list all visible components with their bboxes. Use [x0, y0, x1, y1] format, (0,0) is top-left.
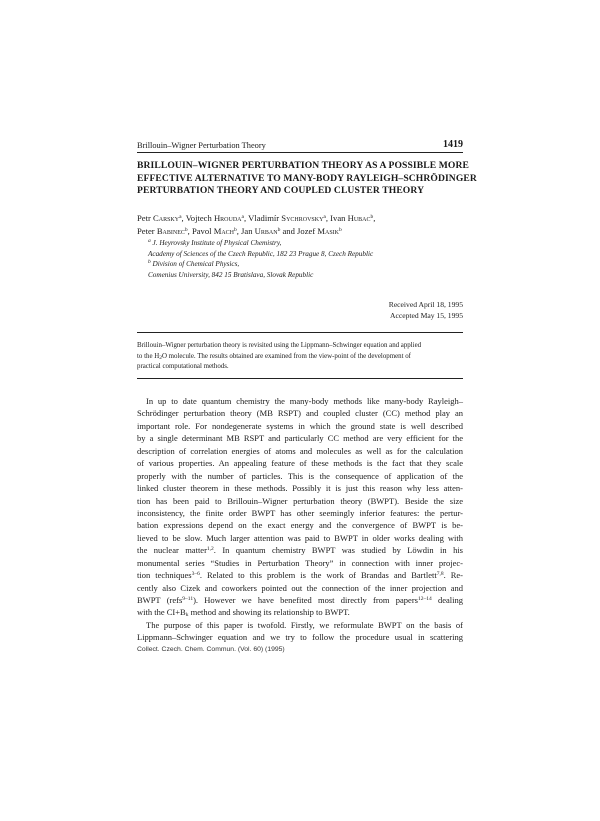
affiliation-marker: b	[234, 226, 237, 233]
body-text-run: ). However we have benefited most directly from papers	[193, 595, 418, 605]
citation-ref: 9–11	[182, 596, 194, 602]
abstract-line	[137, 352, 463, 363]
body-line: inconsistency, the finite order BWPT has other seemingly inferior features: the pertur-	[137, 507, 463, 518]
body-line: cently also Cizek and coworkers pointed out the connection of the inner projection and	[137, 582, 463, 593]
body-text-run: BWPT (refs	[137, 595, 183, 605]
paper-title-line: EFFECTIVE ALTERNATIVE TO MANY-BODY RAYLEIGH–SCHRÖDINGER	[137, 172, 477, 184]
affiliation-marker: a	[241, 214, 244, 220]
body-line	[137, 544, 463, 556]
body-text-run: the nuclear matter	[137, 545, 207, 556]
page-number: 1419	[443, 139, 463, 150]
author-line: Petr Carsky$^a$, Vojtech Hrouda$^a$, Vladimír Sychrovsky$^a$, Ivan Hubac$^b$,	[137, 213, 376, 223]
body-line: important role. For nondegenerate systems in which the ground state is well described	[137, 420, 463, 431]
abstract-line: practical computational methods.	[137, 363, 229, 371]
citation-ref: 7,8	[436, 571, 444, 578]
author-first-name: Pavol	[191, 225, 212, 236]
header-rule	[137, 152, 463, 153]
body-line: In up to date quantum chemistry the many-body methods like many-body Rayleigh–	[146, 396, 463, 406]
journal-citation-footer: Collect. Czech. Chem. Commun. (Vol. 60) (1995)	[137, 646, 285, 653]
author-first-name: Jan	[241, 225, 253, 236]
abstract	[137, 341, 463, 373]
affiliation-marker: a	[179, 214, 182, 220]
body-text-run: . Re-	[443, 570, 464, 581]
paper-title	[137, 160, 477, 198]
subscript: 2	[159, 354, 162, 361]
body-line: linked cluster theorem in these methods. Possibly it is just this reason why less atten-	[137, 483, 463, 494]
body-text-run: tion techniques	[137, 570, 192, 581]
body-line: monumental series “Studies in Perturbation Theory” in connection with inner projec-	[137, 557, 463, 568]
body-line	[137, 569, 463, 581]
body-line: of various properties. An appealing feature of these methods is the fact that they scale	[137, 458, 463, 469]
author-first-name: Jozef	[297, 225, 316, 236]
author-list	[137, 212, 467, 237]
body-text-run: method and showing its relationship to BWPT.	[188, 607, 350, 618]
affiliation-marker: b	[370, 214, 374, 220]
author-last-name: Hubac	[347, 213, 371, 223]
citation-ref: 1,2	[206, 546, 214, 553]
author-last-name: Sychrovsky	[281, 213, 324, 223]
author-last-name: Babinec	[156, 225, 185, 236]
abstract-top-rule	[137, 332, 463, 333]
paper-title-line: BRILLOUIN–WIGNER PERTURBATION THEORY AS A POSSIBLE MORE	[137, 160, 469, 171]
author-line: Peter Babinec$^b$, Pavol Mach$^b$, Jan Urban$^b$ and Jozef Masik$^b$	[137, 225, 342, 236]
author-last-name: Masik	[317, 225, 339, 236]
body-text-run: dealing	[431, 595, 463, 605]
affiliation-marker: b	[277, 226, 281, 233]
submission-dates	[389, 300, 463, 321]
body-line: properly with the number of particles. This is the consequence of application of the	[137, 470, 463, 481]
citation-ref: 3–6	[191, 571, 200, 578]
affiliation-line	[148, 238, 468, 249]
subscript: k	[185, 612, 189, 619]
author-last-name: Mach	[213, 225, 234, 236]
author-last-name: Urban	[254, 225, 278, 236]
author-first-name: Peter	[137, 225, 155, 236]
body-text-run: . In quantum chemistry BWPT was studied by Löwdin in his	[213, 545, 463, 556]
author-first-name: Petr	[137, 213, 151, 223]
abstract-bottom-rule	[137, 378, 463, 379]
affiliation-marker: a	[148, 238, 151, 244]
affiliation-line	[148, 259, 468, 270]
body-line: The purpose of this paper is twofold. Firstly, we reformulate BWPT on the basis of	[146, 619, 463, 630]
affiliation-line: Comenius University, 842 15 Bratislava, Slovak Republic	[148, 270, 314, 279]
affiliation-marker: b	[184, 226, 188, 233]
received-date: Received April 18, 1995	[388, 300, 463, 309]
body-line: Schrödinger perturbation theory (MB RSPT) and coupled cluster (CC) method play an	[137, 408, 463, 419]
abstract-text: to the H	[137, 352, 160, 360]
body-line	[137, 594, 463, 606]
author-first-name: Vojtech	[185, 213, 212, 223]
body-text-run: with the CI+B	[137, 607, 186, 618]
body-line	[137, 606, 463, 618]
body-text-run: . Related to this problem is the work of Brandas and Bartlett	[199, 570, 437, 581]
body-line: by a single determinant MB RSPT and particularly CC method are very efficient for the	[137, 433, 463, 444]
author-first-name: Ivan	[330, 213, 346, 223]
affiliation-marker: b	[148, 259, 151, 266]
affiliations	[148, 238, 468, 280]
citation-ref: 12–14	[417, 596, 432, 602]
author-conjunction: and	[282, 225, 295, 236]
abstract-line: Brillouin–Wigner perturbation theory is revisited using the Lippmann–Schwinger equation and applied	[137, 342, 422, 349]
author-first-name: Vladimír	[248, 213, 280, 223]
body-text	[137, 395, 463, 644]
affiliation-line: Academy of Sciences of the Czech Republic, 182 23 Prague 8, Czech Republic	[148, 249, 374, 258]
paper-title-line: PERTURBATION THEORY AND COUPLED CLUSTER THEORY	[137, 185, 425, 196]
body-line: lieved to be slow. Much larger attention was paid to BWPT in older works dealing with	[137, 532, 463, 543]
body-line: Lippmann–Schwinger equation and we try to follow the procedure usual in scattering	[137, 632, 463, 643]
author-last-name: Hrouda	[213, 213, 242, 223]
affiliation-marker: a	[323, 214, 326, 220]
affiliation-text: Division of Chemical Physics,	[152, 260, 240, 269]
affiliation-marker: b	[339, 226, 342, 233]
abstract-text: O molecule. The results obtained are examined from the view-point of the development of	[161, 352, 411, 360]
running-head-title: Brillouin–Wigner Perturbation Theory	[137, 141, 266, 150]
body-line: description of correlation energies of atoms and molecules as well as for the calculation	[137, 445, 463, 456]
affiliation-text: J. Heyrovsky Institute of Physical Chemistry,	[152, 239, 282, 247]
body-line: bation expressions depend on the exact energy and the convergence of BWPT is be-	[137, 520, 463, 531]
body-line: tion has been paid to Brillouin–Wigner perturbation theory (BWPT). Beside the size	[137, 495, 463, 506]
accepted-date: Accepted May 15, 1995	[390, 310, 463, 320]
author-last-name: Carsky	[153, 213, 180, 223]
